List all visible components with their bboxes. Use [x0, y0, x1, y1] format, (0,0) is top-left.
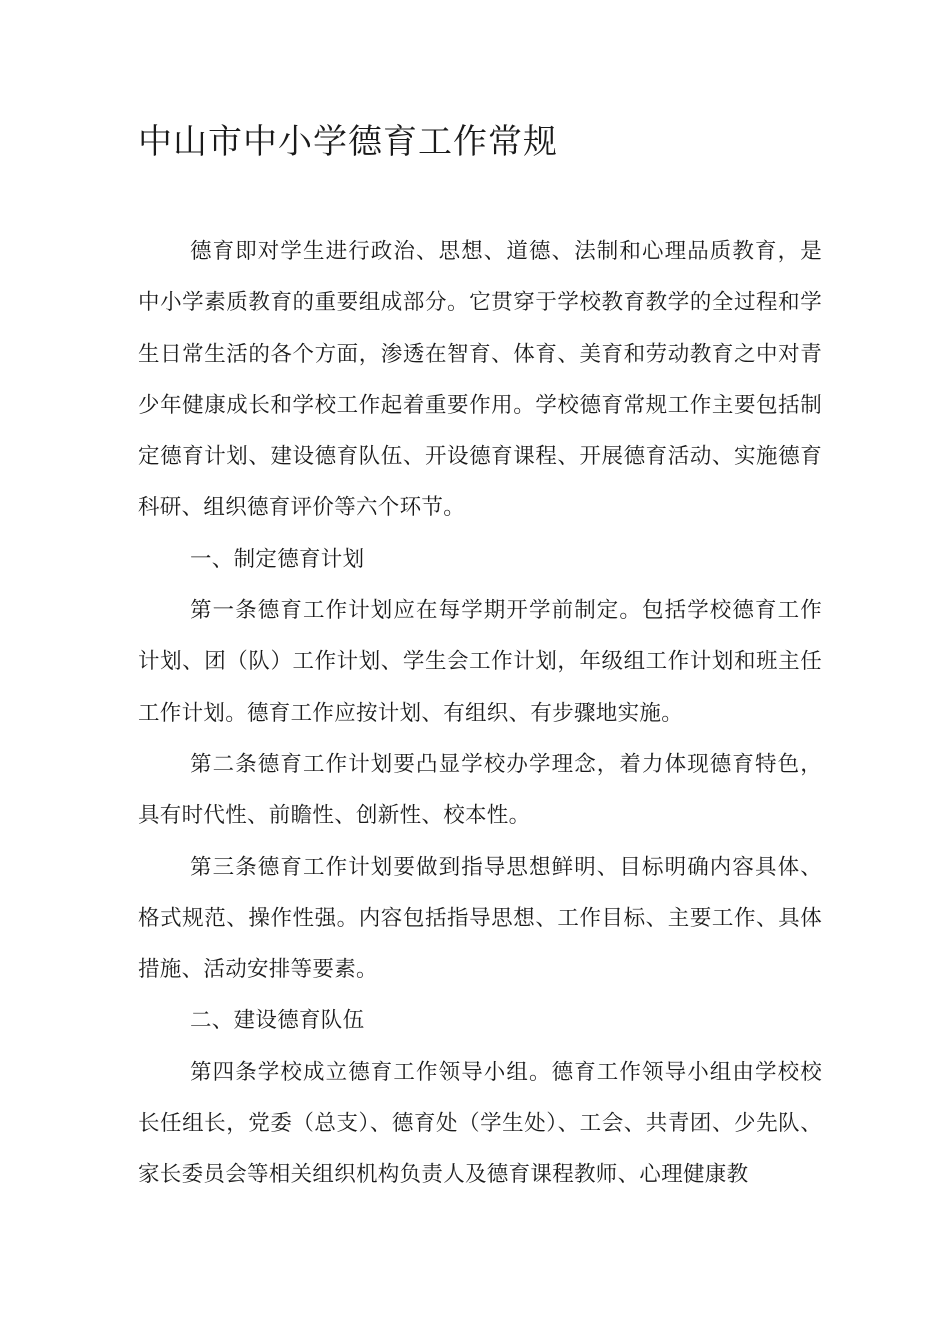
article-4-paragraph: 第四条学校成立德育工作领导小组。德育工作领导小组由学校校长任组长，党委（总支）、德育处（学生处）、工会、共青团、少先队、家长委员会等相关组织机构负责人及德育课程教师、心理健康教 — [138, 1059, 822, 1188]
document-title: 中山市中小学德育工作常规 — [138, 122, 558, 162]
article-1-paragraph: 第一条德育工作计划应在每学期开学前制定。包括学校德育工作计划、团（队）工作计划、学生会工作计划，年级组工作计划和班主任工作计划。德育工作应按计划、有组织、有步骤地实施。 — [138, 598, 822, 726]
section-heading-team: 二、建设德育队伍 — [190, 1008, 365, 1034]
document-body — [138, 226, 822, 1201]
article-2-paragraph: 第二条德育工作计划要凸显学校办学理念，着力体现德育特色，具有时代性、前瞻性、创新性、校本性。 — [138, 751, 822, 829]
section-heading-plan: 一、制定德育计划 — [190, 546, 365, 572]
intro-paragraph: 德育即对学生进行政治、思想、道德、法制和心理品质教育，是中小学素质教育的重要组成部分。它贯穿于学校教育教学的全过程和学生日常生活的各个方面，渗透在智育、体育、美育和劳动教育之中对青少年健康成长和学校工作起着重要作用。学校德育常规工作主要包括制定德育计划、建设德育队伍、开设德育课程、开展德育活动、实施德育科研、组织德育评价等六个环节。 — [138, 239, 822, 521]
article-3-paragraph: 第三条德育工作计划要做到指导思想鲜明、目标明确内容具体、格式规范、操作性强。内容包括指导思想、工作目标、主要工作、具体措施、活动安排等要素。 — [138, 854, 822, 983]
